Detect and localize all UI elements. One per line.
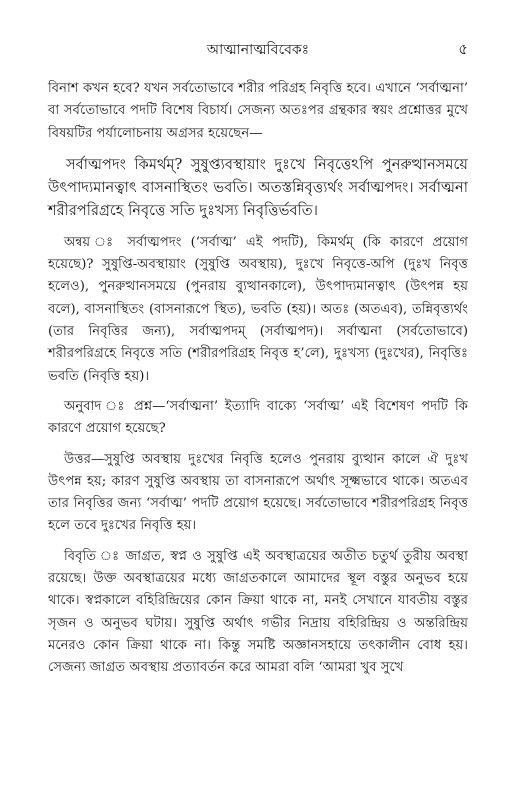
book-page xyxy=(48,38,468,688)
anvaya-label: অন্বয় ঃ xyxy=(64,234,119,250)
anuvad-text: প্রশ্ন—‘সর্বাত্মনা’ ইত্যাদি বাক্যে ‘সর্বাত্ম’ এই বিশেষণ পদটি কি কারণে প্রয়োগ হয়েছে? xyxy=(48,398,468,437)
paragraph-anvaya xyxy=(48,232,468,388)
sanskrit-verse: সর্বাত্মপদং কিমর্থম্? সুষুপ্ত্যবস্থায়াং দুঃখে নিবৃত্তেঽপি পুনরুত্থানসময়ে উৎপাদ্যমানত্বাৎ বাসনাস্থিতং ভবতি। অতস্তন্নিবৃত্ত্যর্থং সর্বাত্মপদং। সর্বাত্মনা শরীরপরিগ্রহে নিবৃত্তে সতি দুঃখস্য নিবৃত্তির্ভবতি। xyxy=(48,155,468,219)
page-number: ৫ xyxy=(458,40,468,58)
vivriti-text: জাগ্রত, স্বপ্ন ও সুষুপ্তি এই অবস্থাত্রয়ের অতীত চতুর্থ তুরীয় অবস্থা রয়েছে। উক্ত অবস্থাত্রয়ের মধ্যে জাগ্রতকালে আমাদের স্থূল বস্তুর অনুভব হয়ে থাকে। স্বপ্নকালে বহিরিন্দ্রিয়ের কোন ক্রিয়া থাকে না, মনই সেখানে যাবতীয় বস্তুর সৃজন ও অনুভব ঘটায়। সুষুপ্তি অর্থাৎ গভীর নিদ্রায় বহিরিন্দ্রিয় ও অন্তরিন্দ্রিয় মনেরও কোন ক্রিয়া থাকে না। কিন্তু সমষ্টি অজ্ঞানসহায়ে তৎকালীন বোধ হয়। সেজন্য জাগ্রত অবস্থায় প্রত্যাবর্তন করে আমরা বলি ‘আমরা খুব সুখে xyxy=(48,548,468,676)
anuvad-label: অনুবাদ ঃ xyxy=(64,398,128,414)
paragraph-answer: উত্তর—সুষুপ্তি অবস্থায় দুঃখের নিবৃত্তি হলেও পুনরায় ব্যুত্থান কালে ঐ দুঃখ উৎপন্ন হয়; কারণ সুষুপ্তি অবস্থায় তা বাসনারূপে অর্থাৎ সূক্ষ্মভাবে থাকে। অতএব তার নিবৃত্তির জন্য ‘সর্বাত্ম’ পদটি প্রয়োগ হয়েছে। সর্বতোভাবে শরীরপরিগ্রহ নিবৃত্ত হলে তবে দুঃখের নিবৃত্তি হয়। xyxy=(48,451,468,534)
page-header xyxy=(48,38,468,60)
paragraph-intro: বিনাশ কখন হবে? যখন সর্বতোভাবে শরীর পরিগ্রহ নিবৃত্তি হবে। এখানে ‘সর্বাত্মনা’ বা সর্বতোভাবে পদটি বিশেষ বিচার্য। সেজন্য অতঃপর গ্রন্থকার স্বয়ং প্রশ্নোত্তর মুখে বিষয়টির পর্যালোচনায় অগ্রসর হয়েছেন— xyxy=(48,81,468,141)
paragraph-vivriti xyxy=(48,546,468,680)
anvaya-text: সর্বাত্মপদং (‘সর্বাত্ম’ এই পদটি), কিমর্থম্ (কি কারণে প্রয়োগ হয়েছে)? সুষুপ্তি-অবস্থায়াং (সুষুপ্তি অবস্থায়), দুঃখে নিবৃত্তে-অপি (দুঃখ নিবৃত্ত হলেও), পুনরুত্থানসময়ে (পুনরায় ব্যুত্থানকালে), উৎপাদ্যমানত্বাৎ (উৎপন্ন হয় বলে), বাসনাস্থিতং (বাসনারূপে স্থিত), ভবতি (হয়)। অতঃ (অতএব), তন্নিবৃত্ত্যর্থং (তার নিবৃত্তির জন্য), সর্বাত্মপদম্ (সর্বাত্মপদ)। সর্বাত্মনা (সর্বতোভাবে) শরীরপরিগ্রহে নিবৃত্তে সতি (শরীরপরিগ্রহ নিবৃত্ত হ’লে), দুঃখস্য (দুঃখের), নিবৃত্তিঃ ভবতি (নিবৃত্তি হয়)। xyxy=(48,234,469,384)
paragraph-anuvad xyxy=(48,396,468,441)
vivriti-label: বিবৃতি ঃ xyxy=(64,548,121,564)
running-title: আত্মানাত্মবিবেকঃ xyxy=(206,42,310,58)
